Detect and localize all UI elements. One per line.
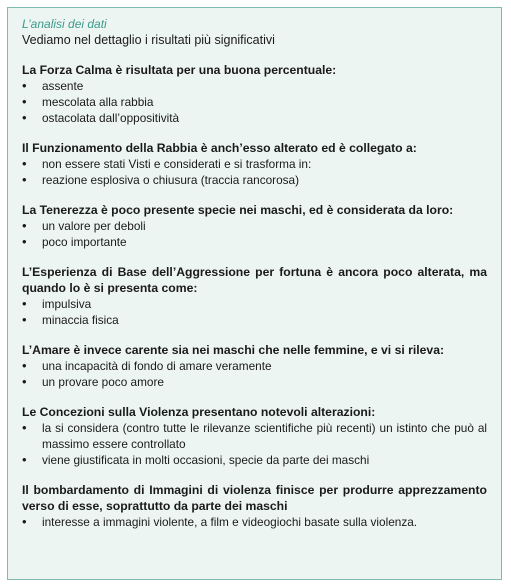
list-item-text: minaccia fisica: [42, 313, 119, 327]
list-item: [22, 374, 487, 390]
box-intro: Vediamo nel dettaglio i risultati più significativi: [22, 33, 275, 47]
list-item: [22, 110, 487, 126]
bullet-list: [22, 218, 487, 250]
list-item-text: una incapacità di fondo di amare veramente: [42, 359, 272, 373]
list-item-text: mescolata alla rabbia: [42, 95, 154, 109]
list-item: [22, 78, 487, 94]
list-item-text: viene giustificata in molti occasioni, specie da parte dei maschi: [42, 453, 370, 467]
list-item-text: la si considera (contro tutte le rilevanze scientifiche più recenti) un istinto che può al massimo essere controllato: [42, 421, 487, 451]
bullet-list: [22, 78, 487, 126]
list-item-text: un provare poco amore: [42, 375, 164, 389]
finding-section: [22, 404, 487, 468]
list-item: [22, 234, 487, 250]
list-item: [22, 420, 487, 452]
list-item-text: assente: [42, 79, 84, 93]
list-item-text: interesse a immagini violente, a film e videogiochi basate sulla violenza.: [42, 515, 418, 529]
analysis-box: [7, 7, 502, 580]
bullet-icon: •: [22, 78, 27, 93]
list-item: [22, 312, 487, 328]
list-item-text: un valore per deboli: [42, 219, 146, 233]
bullet-icon: •: [22, 452, 27, 467]
box-kicker: L’analisi dei dati: [22, 17, 107, 31]
section-heading: La Tenerezza è poco presente specie nei maschi, ed è considerata da loro:: [22, 203, 454, 217]
bullet-icon: •: [22, 374, 27, 389]
bullet-icon: •: [22, 358, 27, 373]
list-item: [22, 172, 487, 188]
bullet-icon: •: [22, 514, 27, 529]
list-item: [22, 452, 487, 468]
bullet-icon: •: [22, 234, 27, 249]
finding-section: [22, 264, 487, 328]
finding-section: [22, 140, 487, 188]
section-heading: L’Esperienza di Base dell’Aggressione per fortuna è ancora poco alterata, ma quando lo è si presenta come:: [22, 265, 487, 295]
finding-section: [22, 62, 487, 126]
bullet-icon: •: [22, 296, 27, 311]
section-heading: La Forza Calma è risultata per una buona percentuale:: [22, 63, 337, 77]
bullet-list: [22, 296, 487, 328]
list-item: [22, 156, 487, 172]
list-item: [22, 94, 487, 110]
section-heading: L’Amare è invece carente sia nei maschi che nelle femmine, e vi si rileva:: [22, 343, 445, 357]
bullet-list: [22, 420, 487, 468]
bullet-icon: •: [22, 156, 27, 171]
bullet-list: [22, 358, 487, 390]
section-heading: Il bombardamento di Immagini di violenza finisce per produrre apprezzamento verso di esse, soprattutto da parte dei maschi: [22, 483, 487, 513]
list-item: [22, 296, 487, 312]
list-item-text: poco importante: [42, 235, 127, 249]
bullet-icon: •: [22, 110, 27, 125]
sections-container: [22, 62, 487, 530]
bullet-list: [22, 156, 487, 188]
bullet-icon: •: [22, 94, 27, 109]
list-item: [22, 358, 487, 374]
bullet-icon: •: [22, 312, 27, 327]
list-item: [22, 218, 487, 234]
bullet-icon: •: [22, 218, 27, 233]
list-item-text: non essere stati Visti e considerati e si trasforma in:: [42, 157, 312, 171]
finding-section: [22, 482, 487, 530]
finding-section: [22, 342, 487, 390]
list-item-text: reazione esplosiva o chiusura (traccia rancorosa): [42, 173, 300, 187]
finding-section: [22, 202, 487, 250]
bullet-list: [22, 514, 487, 530]
bullet-icon: •: [22, 172, 27, 187]
list-item-text: ostacolata dall’oppositività: [42, 111, 180, 125]
list-item-text: impulsiva: [42, 297, 92, 311]
section-heading: Le Concezioni sulla Violenza presentano notevoli alterazioni:: [22, 405, 376, 419]
section-heading: Il Funzionamento della Rabbia è anch’esso alterato ed è collegato a:: [22, 141, 417, 155]
bullet-icon: •: [22, 420, 27, 435]
list-item: [22, 514, 487, 530]
